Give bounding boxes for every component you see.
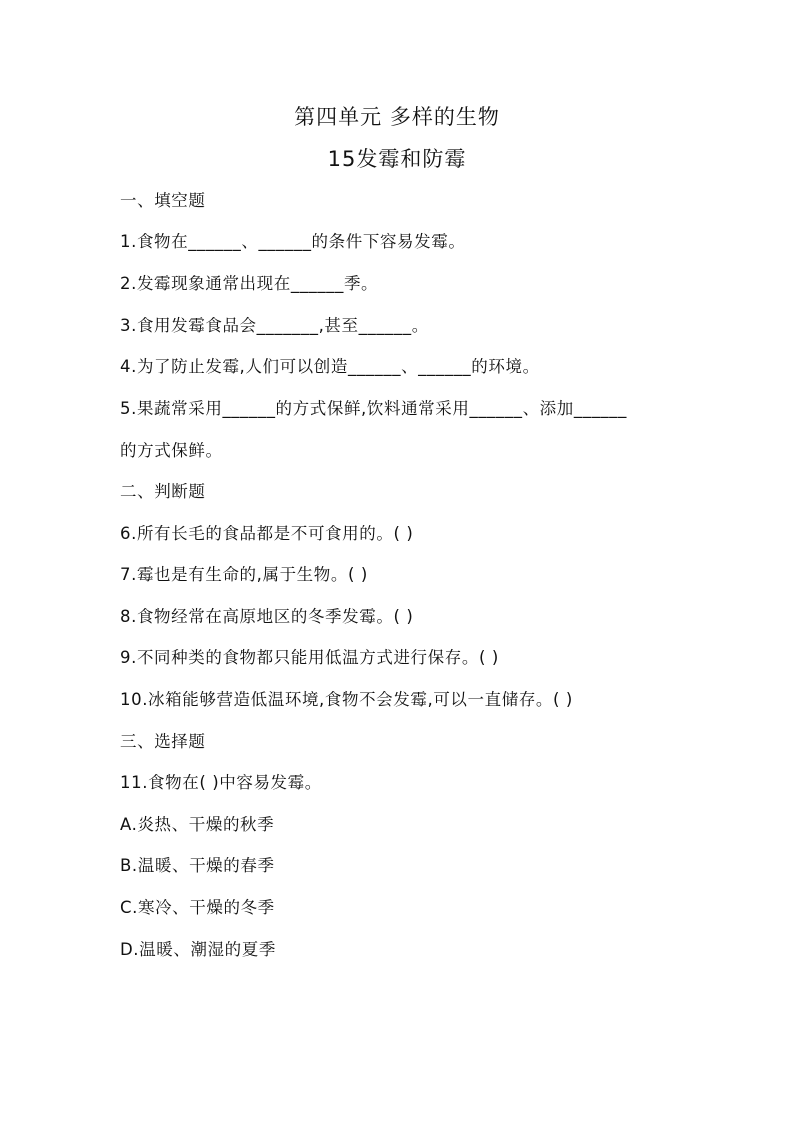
lesson-title: 15发霉和防霉 [327,147,467,171]
question-8: 8.食物经常在高原地区的冬季发霉。( ) [120,607,414,626]
question-11: 11.食物在( )中容易发霉。 [120,773,322,792]
section-heading-judge: 二、判断题 [120,482,206,501]
question-5-line-2: 的方式保鲜。 [120,441,223,460]
section-heading-fill: 一、填空题 [120,191,206,210]
unit-title: 第四单元 多样的生物 [294,105,500,129]
option-c: C.寒冷、干燥的冬季 [120,898,275,917]
question-3: 3.食用发霉食品会_______,甚至______。 [120,316,429,335]
question-1: 1.食物在______、______的条件下容易发霉。 [120,232,466,251]
question-2: 2.发霉现象通常出现在______季。 [120,274,379,293]
question-9: 9.不同种类的食物都只能用低温方式进行保存。( ) [120,648,499,667]
question-6: 6.所有长毛的食品都是不可食用的。( ) [120,524,414,543]
question-5-line-1: 5.果蔬常采用______的方式保鲜,饮料通常采用______、添加______ [120,399,627,418]
option-b: B.温暖、干燥的春季 [120,856,275,875]
question-10: 10.冰箱能够营造低温环境,食物不会发霉,可以一直储存。( ) [120,690,573,709]
question-4: 4.为了防止发霉,人们可以创造______、______的环境。 [120,357,540,376]
option-d: D.温暖、潮湿的夏季 [120,940,276,959]
question-7: 7.霉也是有生命的,属于生物。( ) [120,565,368,584]
option-a: A.炎热、干燥的秋季 [120,815,275,834]
section-heading-choice: 三、选择题 [120,732,206,751]
